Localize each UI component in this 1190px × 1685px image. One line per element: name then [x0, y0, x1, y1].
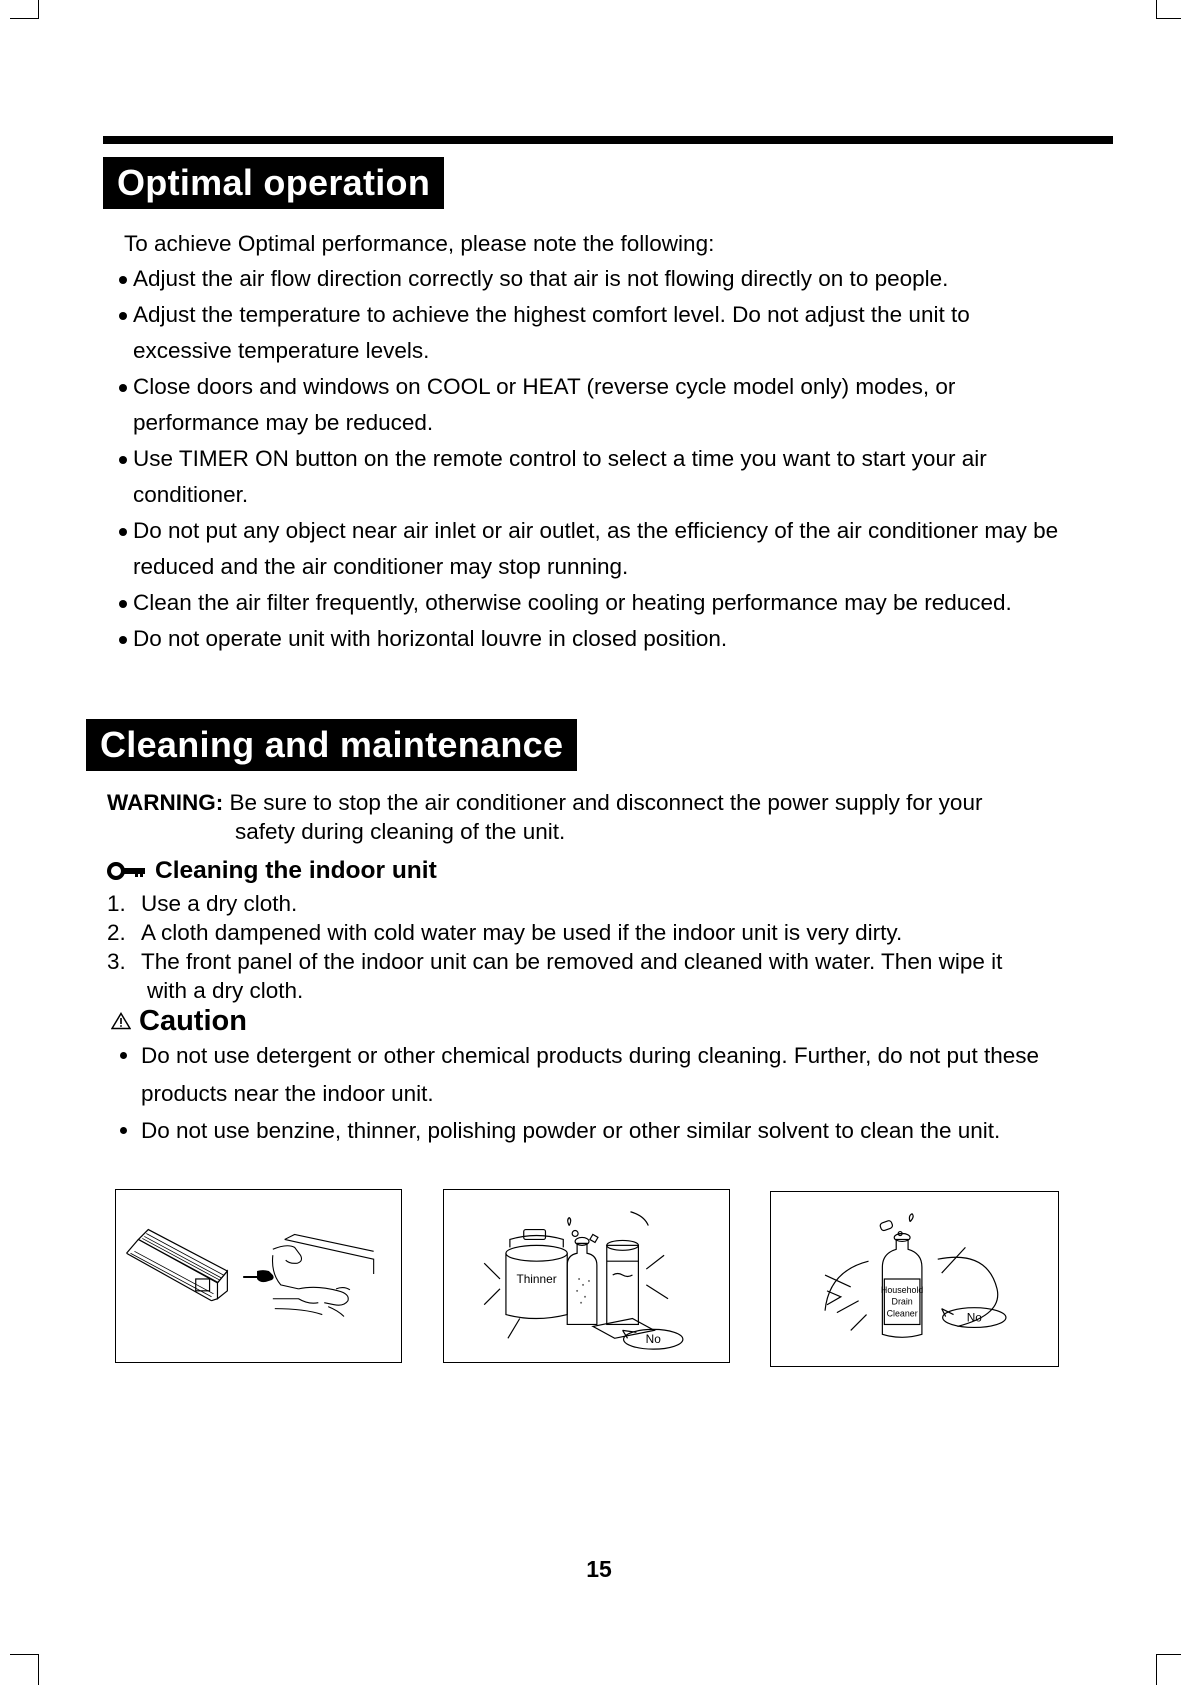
- optimal-bullet: Adjust the temperature to achieve the highest comfort level. Do not adjust the unit to excessive temperature levels.: [117, 297, 1077, 369]
- caution-list: [117, 1037, 1087, 1150]
- optimal-bullet-list: [117, 261, 1077, 657]
- cleaning-step: [107, 889, 1067, 918]
- drain-cleaner-illustration: [771, 1192, 1058, 1366]
- step-number: 3.: [107, 949, 126, 974]
- warning-triangle-icon: [111, 1012, 131, 1030]
- no-label: No: [966, 1310, 982, 1325]
- indoor-unit-heading: [107, 855, 437, 887]
- drain-cleaner-label-line-2: Drain: [891, 1296, 913, 1307]
- cleaning-steps: [107, 889, 1067, 1005]
- drain-cleaner-label-line-3: Cleaner: [886, 1308, 918, 1319]
- crop-mark-top-left: [10, 0, 39, 19]
- cleaning-step: [107, 947, 1067, 976]
- warning-label: WARNING:: [107, 790, 224, 815]
- caution-heading-text: Caution: [139, 1005, 247, 1037]
- crop-mark-bottom-right: [1156, 1654, 1181, 1685]
- caution-bullet: Do not use detergent or other chemical products during cleaning. Further, do not put these products near the indoor unit.: [117, 1037, 1087, 1112]
- optimal-bullet: Do not put any object near air inlet or air outlet, as the efficiency of the air conditioner may be reduced and the air conditioner may stop running.: [117, 513, 1077, 585]
- cleaning-maintenance-title: Cleaning and maintenance: [86, 719, 577, 771]
- optimal-bullet: Clean the air filter frequently, otherwise cooling or heating performance may be reduced.: [117, 585, 1077, 621]
- step-text: The front panel of the indoor unit can be removed and cleaned with water. Then wipe it: [141, 949, 1003, 974]
- optimal-operation-title: Optimal operation: [103, 157, 444, 209]
- warning-line-1: [107, 788, 982, 817]
- step-number: 1.: [107, 891, 126, 916]
- optimal-intro: To achieve Optimal performance, please note the following:: [124, 231, 715, 256]
- solvents-illustration: [444, 1190, 729, 1362]
- step-text: Use a dry cloth.: [141, 891, 298, 916]
- cleaning-step: [107, 918, 1067, 947]
- step-text: A cloth dampened with cold water may be used if the indoor unit is very dirty.: [141, 920, 903, 945]
- indoor-unit-wiping-illustration: [116, 1190, 401, 1362]
- optimal-bullet: Do not operate unit with horizontal louvre in closed position.: [117, 621, 1077, 657]
- optimal-bullet: Use TIMER ON button on the remote control to select a time you want to start your air conditioner.: [117, 441, 1077, 513]
- figure-no-solvents: [443, 1189, 730, 1363]
- indoor-unit-heading-text: Cleaning the indoor unit: [155, 857, 437, 884]
- key-icon: [107, 860, 147, 882]
- crop-mark-top-right: [1156, 0, 1181, 19]
- warning-text: Be sure to stop the air conditioner and disconnect the power supply for your: [229, 790, 983, 815]
- cleaning-step-continued: [107, 976, 1067, 1005]
- optimal-bullet: Adjust the air flow direction correctly so that air is not flowing directly on to people.: [117, 261, 1077, 297]
- optimal-bullet: Close doors and windows on COOL or HEAT (reverse cycle model only) modes, or performance may be reduced.: [117, 369, 1077, 441]
- crop-mark-bottom-left: [10, 1654, 39, 1685]
- figure-no-drain-cleaner: [770, 1191, 1059, 1367]
- figure-wipe-indoor-unit: [115, 1189, 402, 1363]
- drain-cleaner-label-line-1: Household: [880, 1284, 924, 1295]
- caution-bullet: Do not use benzine, thinner, polishing powder or other similar solvent to clean the unit.: [117, 1112, 1087, 1150]
- top-rule: [103, 136, 1113, 144]
- no-label: No: [645, 1332, 661, 1347]
- warning-line-2: safety during cleaning of the unit.: [235, 819, 566, 844]
- step-number: 2.: [107, 920, 126, 945]
- caution-heading: [111, 1004, 247, 1038]
- step-text: with a dry cloth.: [147, 978, 304, 1003]
- thinner-label: Thinner: [516, 1271, 557, 1286]
- page-number: 15: [586, 1556, 612, 1582]
